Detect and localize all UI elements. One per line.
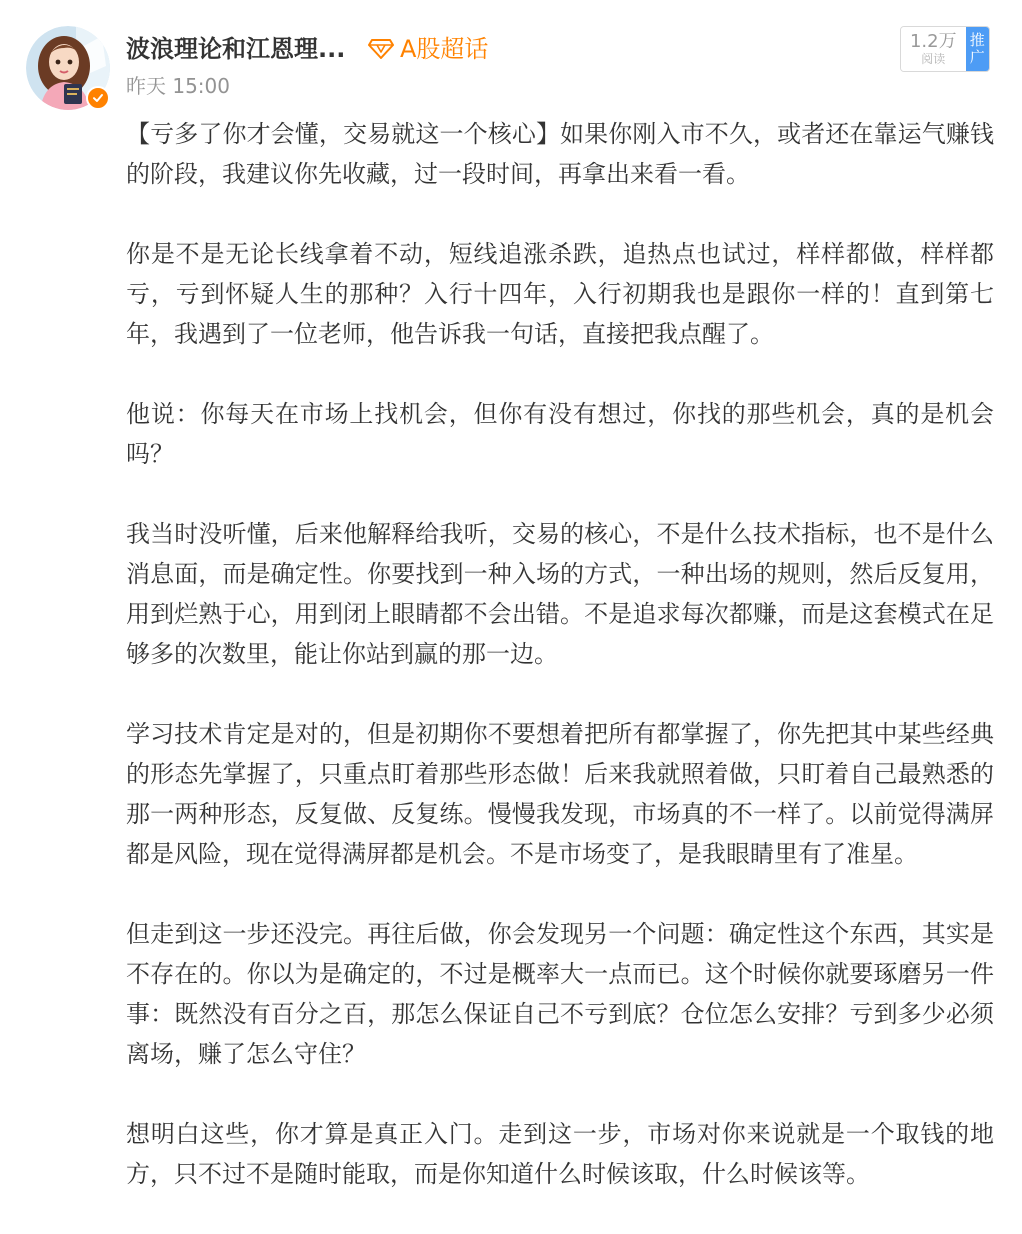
post-paragraph: 想明白这些，你才算是真正入门。走到这一步，市场对你来说就是一个取钱的地方，只不过不是随时能取，而是你知道什么时候该取，什么时候该等。 (126, 1120, 994, 1188)
post-paragraph: 你是不是无论长线拿着不动，短线追涨杀跌，追热点也试过，样样都做，样样都亏，亏到怀疑人生的那种？入行十四年，入行初期我也是跟你一样的！直到第七年，我遇到了一位老师，他告诉我一句话，直接把我点醒了。 (126, 240, 994, 348)
post-paragraph: 【亏多了你才会懂，交易就这一个核心】如果你刚入市不久，或者还在靠运气赚钱的阶段，我建议你先收藏，过一段时间，再拿出来看一看。 (126, 120, 994, 188)
promo-label-char: 推 (969, 31, 985, 49)
topic-label: A股超话 (400, 35, 489, 63)
post-content (126, 114, 994, 1234)
read-stats (901, 27, 966, 71)
read-count: 1.2万 (909, 31, 957, 52)
read-label: 阅读 (921, 52, 946, 66)
read-stats-box (900, 26, 990, 72)
diamond-icon (368, 38, 394, 60)
post-timestamp[interactable]: 昨天 15:00 (126, 74, 230, 98)
promo-badge[interactable] (966, 27, 989, 71)
promo-label (970, 32, 985, 66)
verified-badge-icon (86, 86, 110, 110)
post-paragraph: 我当时没听懂，后来他解释给我听，交易的核心，不是什么技术指标，也不是什么消息面，而是确定性。你要找到一种入场的方式，一种出场的规则，然后反复用，用到烂熟于心，用到闭上眼睛都不会出错。不是追求每次都赚，而是这套模式在足够多的次数里，能让你站到赢的那一边。 (126, 520, 994, 668)
post-paragraph: 学习技术肯定是对的，但是初期你不要想着把所有都掌握了，你先把其中某些经典的形态先掌握了，只重点盯着那些形态做！后来我就照着做，只盯着自己最熟悉的那一两种形态，反复做、反复练。慢慢我发现，市场真的不一样了。以前觉得满屏都是风险，现在觉得满屏都是机会。不是市场变了，是我眼睛里有了准星。 (126, 720, 994, 868)
promo-label-char: 广 (969, 48, 985, 66)
post-paragraph: 他说：你每天在市场上找机会，但你有没有想过，你找的那些机会，真的是机会吗？ (126, 400, 994, 468)
topic-tag[interactable] (368, 32, 488, 66)
post-paragraph: 但走到这一步还没完。再往后做，你会发现另一个问题：确定性这个东西，其实是不存在的。你以为是确定的，不过是概率大一点而已。这个时候你就要琢磨另一件事：既然没有百分之百，那怎么保证自己不亏到底？仓位怎么安排？亏到多少必须离场，赚了怎么守住？ (126, 920, 994, 1068)
author-name[interactable]: 波浪理论和江恩理... (126, 35, 346, 63)
